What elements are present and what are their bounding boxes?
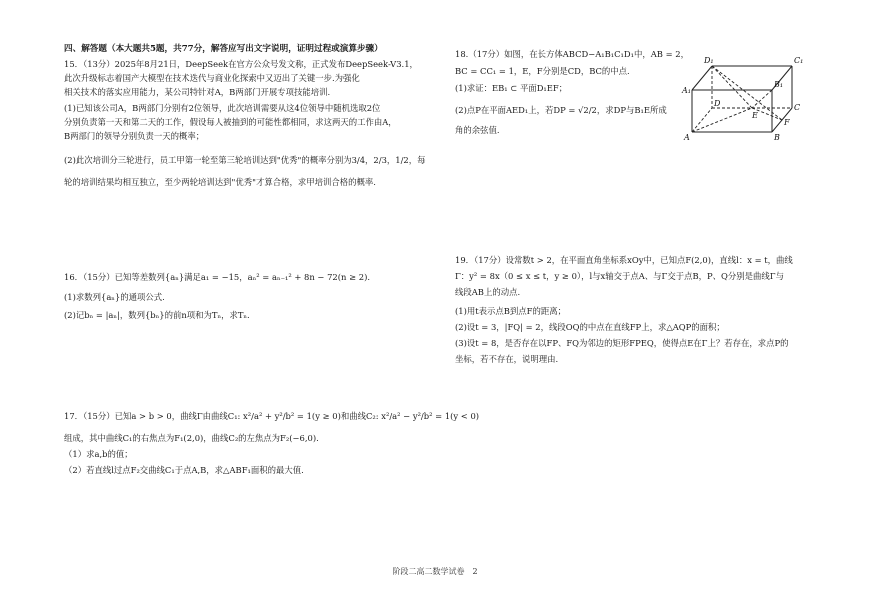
q15-line: (1)已知该公司A，B两部门分别有2位领导，此次培训需要从这4位领导中随机选取2位 xyxy=(64,103,381,113)
q19-line: (2)设t = 3，|FQ| = 2，线段OQ的中点在直线FP上，求△AQP的面积； xyxy=(455,322,725,332)
q15-line: 相关技术的落实应用能力，某公司特针对A，B两部门开展专项技能培训. xyxy=(64,87,331,97)
q18-line: 18.（17分）如图，在长方体ABCD−A₁B₁C₁D₁中，AB = 2， xyxy=(455,49,689,59)
cuboid-figure xyxy=(680,52,815,147)
q16-line: 16．（15分）已知等差数列{aₙ}满足a₁ = −15，aₙ² = aₙ₋₁² + 8n − 72(n ≥ 2). xyxy=(64,272,371,282)
q15-line: (2)此次培训分三轮进行，员工甲第一轮至第三轮培训达到"优秀"的概率分别为3/4，2/3，1/2，每 xyxy=(64,155,426,165)
segment-ae xyxy=(692,108,752,132)
q15-line: B两部门的领导分别负责一天的概率； xyxy=(64,131,205,141)
label-a: A xyxy=(684,133,690,142)
label-b1: B₁ xyxy=(774,80,784,89)
label-a1: A₁ xyxy=(682,86,691,95)
label-d: D xyxy=(714,99,721,108)
q19-line: 19．（17分）设常数t > 2，在平面直角坐标系xOy中，已知点F(2,0)，直线l：x = t，曲线 xyxy=(455,255,793,265)
q19-line: (3)设t = 8，是否存在以FP、FQ为邻边的矩形FPEQ，使得点E在Γ上？若存在，求点P的 xyxy=(455,338,789,348)
label-f: F xyxy=(784,118,790,127)
q18-line: (1)求证：EB₁ ⊂ 平面D₁EF； xyxy=(455,83,568,93)
q19-line: (1)用t表示点B到点F的距离； xyxy=(455,306,566,316)
q15-line: 分别负责第一天和第二天的工作，假设每人被抽到的可能性都相同，求这两天的工作由A， xyxy=(64,117,397,127)
q15-line: 轮的培训结果均相互独立，至少两轮培训达到"优秀"才算合格，求甲培训合格的概率. xyxy=(64,177,376,187)
q19-line: 坐标，若不存在，说明理由. xyxy=(455,354,559,364)
q17-line: 组成，其中曲线C₁的右焦点为F₁(2,0)，曲线C₂的左焦点为F₂(−6,0). xyxy=(64,433,319,443)
page-footer: 阶段二高二数学试卷 2 xyxy=(392,567,478,576)
q16-line: (2)记bₙ = |aₙ|，数列{bₙ}的前n项和为Tₙ，求Tₙ. xyxy=(64,310,250,320)
q17-line: 17．（15分）已知a > b > 0，曲线Γ由曲线C₁: x²/a² + y²/b² = 1(y ≥ 0)和曲线C₂: x²/a² − y²/b² = 1(y < 0) xyxy=(64,411,480,421)
segment-b1e xyxy=(752,90,772,108)
label-c1: C₁ xyxy=(794,56,804,65)
edge-a1d1 xyxy=(692,66,712,90)
q17-line: （1）求a,b的值； xyxy=(64,449,133,459)
q15-line: 此次升级标志着国产大模型在技术迭代与商业化探索中又迈出了关键一步.为强化 xyxy=(64,73,360,83)
label-c: C xyxy=(794,103,801,112)
q15-line: 15．（13分）2025年8月21日，DeepSeek在官方公众号发文称，正式发布DeepSeek-V3.1， xyxy=(64,59,418,69)
section-header: 四、解答题（本大题共5题，共77分，解答应写出文字说明，证明过程或演算步骤） xyxy=(64,44,383,54)
label-e: E xyxy=(752,111,758,120)
q16-line: (1)求数列{aₙ}的通项公式. xyxy=(64,292,165,302)
q18-line: (2)点P在平面AED₁上，若DP = √2/2，求DP与B₁E所成 xyxy=(455,105,667,115)
label-d1: D₁ xyxy=(704,56,714,65)
q19-line: Γ：y² = 8x（0 ≤ x ≤ t，y ≥ 0），l与x轴交于点A、与Γ交于点B，P、Q分别是曲线Γ与 xyxy=(455,271,784,281)
q19-line: 线段AB上的动点. xyxy=(455,287,521,297)
q18-line: 角的余弦值. xyxy=(455,125,500,135)
q17-line: （2）若直线l过点F₂交曲线C₁于点A,B，求△ABF₁面积的最大值. xyxy=(64,465,304,475)
q18-line: BC = CC₁ = 1，E，F分别是CD，BC的中点. xyxy=(455,66,630,76)
label-b: B xyxy=(774,133,780,142)
